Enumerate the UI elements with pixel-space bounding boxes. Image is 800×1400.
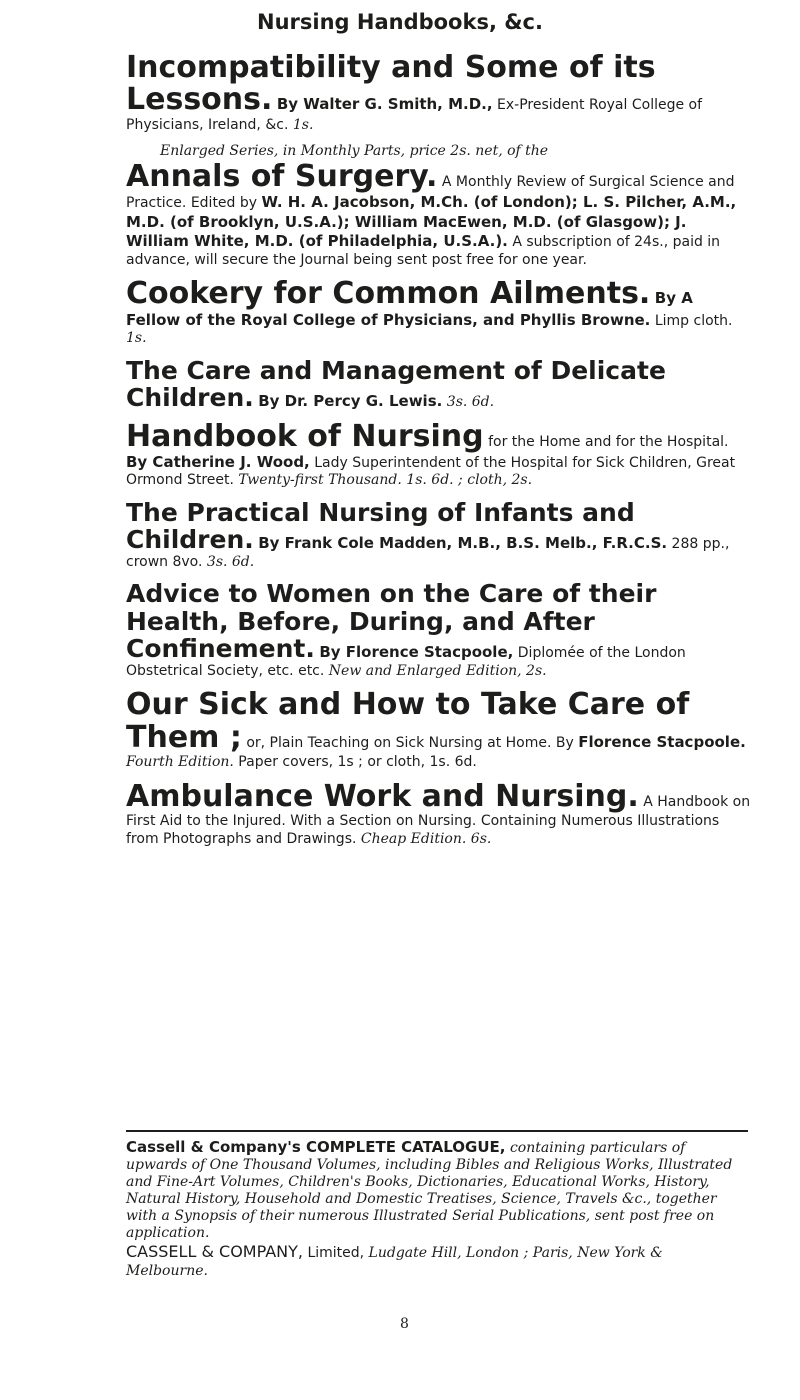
book-details: Lady Superintendent of the Hospital for Sick Children, Great Ormond Street. (126, 454, 736, 489)
book-description: for the Home and for the Hospital. (488, 433, 729, 450)
book-price: Paper covers, 1s ; or cloth, 1s. 6d. (238, 754, 477, 771)
publisher-name: CASSELL & COMPANY, (126, 1242, 303, 1262)
book-author: By Frank Cole Madden, M.B., B.S. Melb., F.R.C.S. (258, 534, 668, 553)
running-head: Nursing Handbooks, &c. (257, 10, 543, 34)
book-details: 288 pp., crown 8vo. (126, 536, 730, 570)
book-details: A Handbook on First Aid to the Injured. With a Section on Nursing. Containing Numerous Illustrations from Photographs and Drawings. (126, 793, 751, 847)
book-price: 1s. (126, 330, 147, 347)
book-entry-annals-of-surgery (126, 143, 752, 269)
book-author: By Walter G. Smith, M.D., (276, 95, 493, 114)
book-entry-our-sick (126, 689, 752, 771)
book-title: The Care and Management of Delicate Children. (126, 355, 666, 413)
book-author: By Catherine J. Wood, (126, 452, 310, 471)
book-title: Our Sick and How to Take Care of Them ; (126, 687, 690, 755)
book-price: 1s. 6d. ; cloth, 2s. (406, 472, 533, 489)
publisher-limited: Limited, (307, 1245, 365, 1262)
book-title: Incompatibility and Some of its Lessons. (126, 50, 656, 118)
book-list (126, 52, 752, 857)
book-entry-ambulance-work (126, 778, 752, 848)
book-price: 1s. (292, 116, 314, 133)
subscription-note: A subscription of 24s., paid in advance, will secure the Journal being sent post free for one year. (126, 234, 721, 268)
book-entry-handbook-of-nursing (126, 418, 752, 490)
book-author: By A Fellow of the Royal College of Physicians, and Phyllis Browne. (126, 289, 693, 329)
book-editors: W. H. A. Jacobson, M.Ch. (of London); L. S. Pilcher, A.M., M.D. (of Brooklyn, U.S.A.); William MacEwen, M.D. (of Glasgow); J. William White, M.D. (of Philadelphia, U.S.A.). (126, 193, 737, 251)
publisher-imprint (126, 1242, 748, 1279)
catalogue-body: containing particulars of upwards of One Thousand Volumes, including Bibles and Religious Works, Illustrated and Fine-Art Volumes, Children's Books, Dictionaries, Educational Works, History, Natural History, Household and Domestic Treatises, Science, Travels &c., together with a Synopsis of their numerous Illustrated Serial Publications, sent post free on application. (126, 1140, 733, 1242)
book-entry-cookery (126, 278, 752, 347)
book-edition: Twenty-first Thousand. (238, 472, 402, 489)
book-details: Ex-President Royal College of Physicians, Ireland, &c. (126, 97, 703, 133)
book-details: Diplomée of the London Obstetrical Society, etc. etc. (126, 645, 686, 679)
book-entry-practical-nursing (126, 499, 752, 572)
book-title: Handbook of Nursing (126, 418, 484, 454)
book-edition: New and Enlarged Edition, 2s. (328, 662, 547, 679)
book-title: Advice to Women on the Care of their Health, Before, During, and After Confinement. (126, 579, 657, 664)
book-title: Ambulance Work and Nursing. (126, 778, 639, 814)
publisher-address: Ludgate Hill, London ; Paris, New York & Melbourne. (126, 1245, 663, 1279)
book-entry-advice-to-women (126, 580, 752, 680)
catalogue-notice (126, 1130, 748, 1280)
book-title: Cookery for Common Ailments. (126, 276, 651, 312)
book-entry-delicate-children (126, 357, 752, 412)
book-author: Florence Stacpoole. (578, 732, 746, 751)
book-details: Limp cloth. (654, 312, 733, 329)
book-description: A Monthly Review of Surgical Science and Practice. Edited by (126, 173, 735, 212)
book-price: 3s. 6d. (206, 553, 255, 570)
book-author: By Dr. Percy G. Lewis. (258, 392, 443, 411)
page-number: 8 (400, 1316, 409, 1332)
book-title: The Practical Nursing of Infants and Children. (126, 497, 635, 555)
series-note: Enlarged Series, in Monthly Parts, price 2s. net, of the (160, 143, 549, 160)
book-edition: Fourth Edition. (126, 754, 234, 771)
book-author: By Florence Stacpoole, (319, 643, 514, 662)
catalogue-heading: Cassell & Company's COMPLETE CATALOGUE, (126, 1138, 506, 1156)
book-edition: Cheap Edition. (360, 830, 467, 847)
book-price: 6s. (470, 830, 492, 847)
book-price: 3s. 6d. (446, 394, 495, 411)
book-title: Annals of Surgery. (126, 158, 438, 194)
book-entry-incompatibility (126, 52, 752, 134)
book-details: or, Plain Teaching on Sick Nursing at Home. By (246, 734, 579, 751)
